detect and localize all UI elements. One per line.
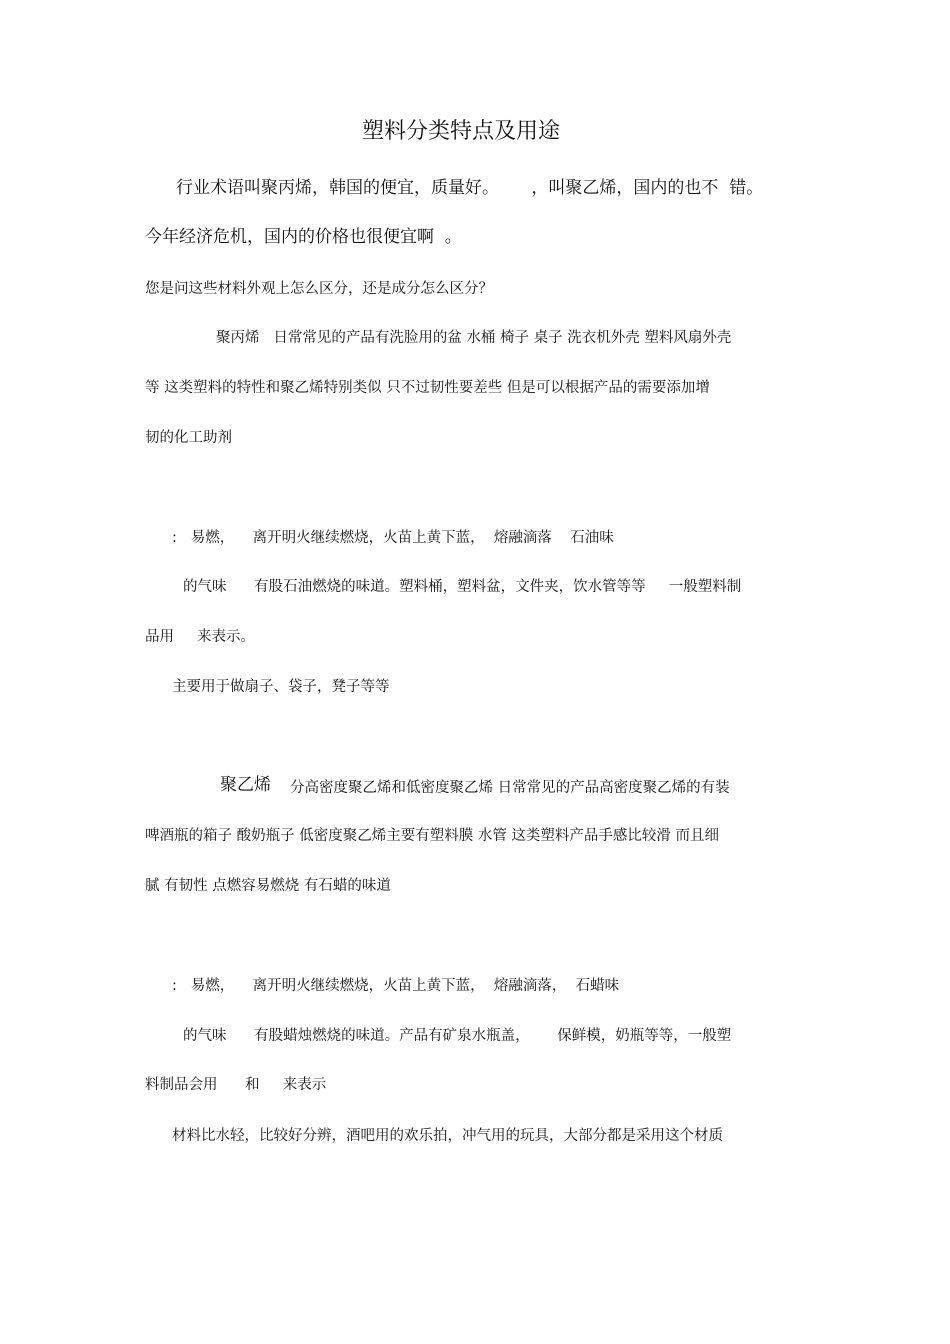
pe-usage-line: 材料比水轻，比较好分辨，酒吧用的欢乐拍，冲气用的玩具，大部分都是采用这个材质: [172, 1128, 723, 1144]
pe-description-line: 分高密度聚乙烯和低密度聚乙烯 日常常见的产品高密度聚乙烯的有装: [290, 780, 730, 796]
intro-line: 今年经济危机，国内的价格也很便宜啊 。: [145, 227, 462, 247]
page-title: 塑料分类特点及用途: [362, 119, 561, 144]
pe-heading: 聚乙烯: [220, 775, 271, 795]
question-text: 您是问这些材料外观上怎么区分，还是成分怎么区分？: [145, 281, 493, 297]
pp-burn-line: 的气味 有股石油燃烧的味道。塑料桶，塑料盆，文件夹，饮水管等等 一般塑料制: [183, 579, 742, 595]
pp-burn-line: : 易燃， 离开明火继续燃烧，火苗上黄下蓝， 熔融滴落 石油味: [172, 530, 614, 546]
pp-usage-line: 主要用于做扇子、袋子，凳子等等: [172, 679, 390, 695]
pp-description-line: 韧的化工助剂: [145, 430, 232, 446]
pe-burn-line: : 易燃， 离开明火继续燃烧，火苗上黄下蓝， 熔融滴落， 石蜡味: [172, 978, 620, 994]
pe-burn-line: 料制品会用 和 来表示: [145, 1077, 327, 1093]
pe-description-line: 啤酒瓶的箱子 酸奶瓶子 低密度聚乙烯主要有塑料膜 水管 这类塑料产品手感比较滑 而且细: [145, 828, 720, 844]
pp-description-line: 聚丙烯 日常常见的产品有洗脸用的盆 水桶 椅子 桌子 洗衣机外壳 塑料风扇外壳: [216, 330, 732, 346]
intro-line: 行业术语叫聚丙烯，韩国的便宜，质量好。 ，叫聚乙烯，国内的也不 错。: [176, 178, 764, 198]
pe-description-line: 腻 有韧性 点燃容易燃烧 有石蜡的味道: [145, 878, 391, 894]
pe-burn-line: 的气味 有股蜡烛燃烧的味道。产品有矿泉水瓶盖， 保鲜模，奶瓶等等，一般塑: [183, 1028, 732, 1044]
pp-burn-line: 品用 来表示。: [145, 629, 256, 645]
pp-description-line: 等 这类塑料的特性和聚乙烯特别类似 只不过韧性要差些 但是可以根据产品的需要添加增: [145, 380, 710, 396]
